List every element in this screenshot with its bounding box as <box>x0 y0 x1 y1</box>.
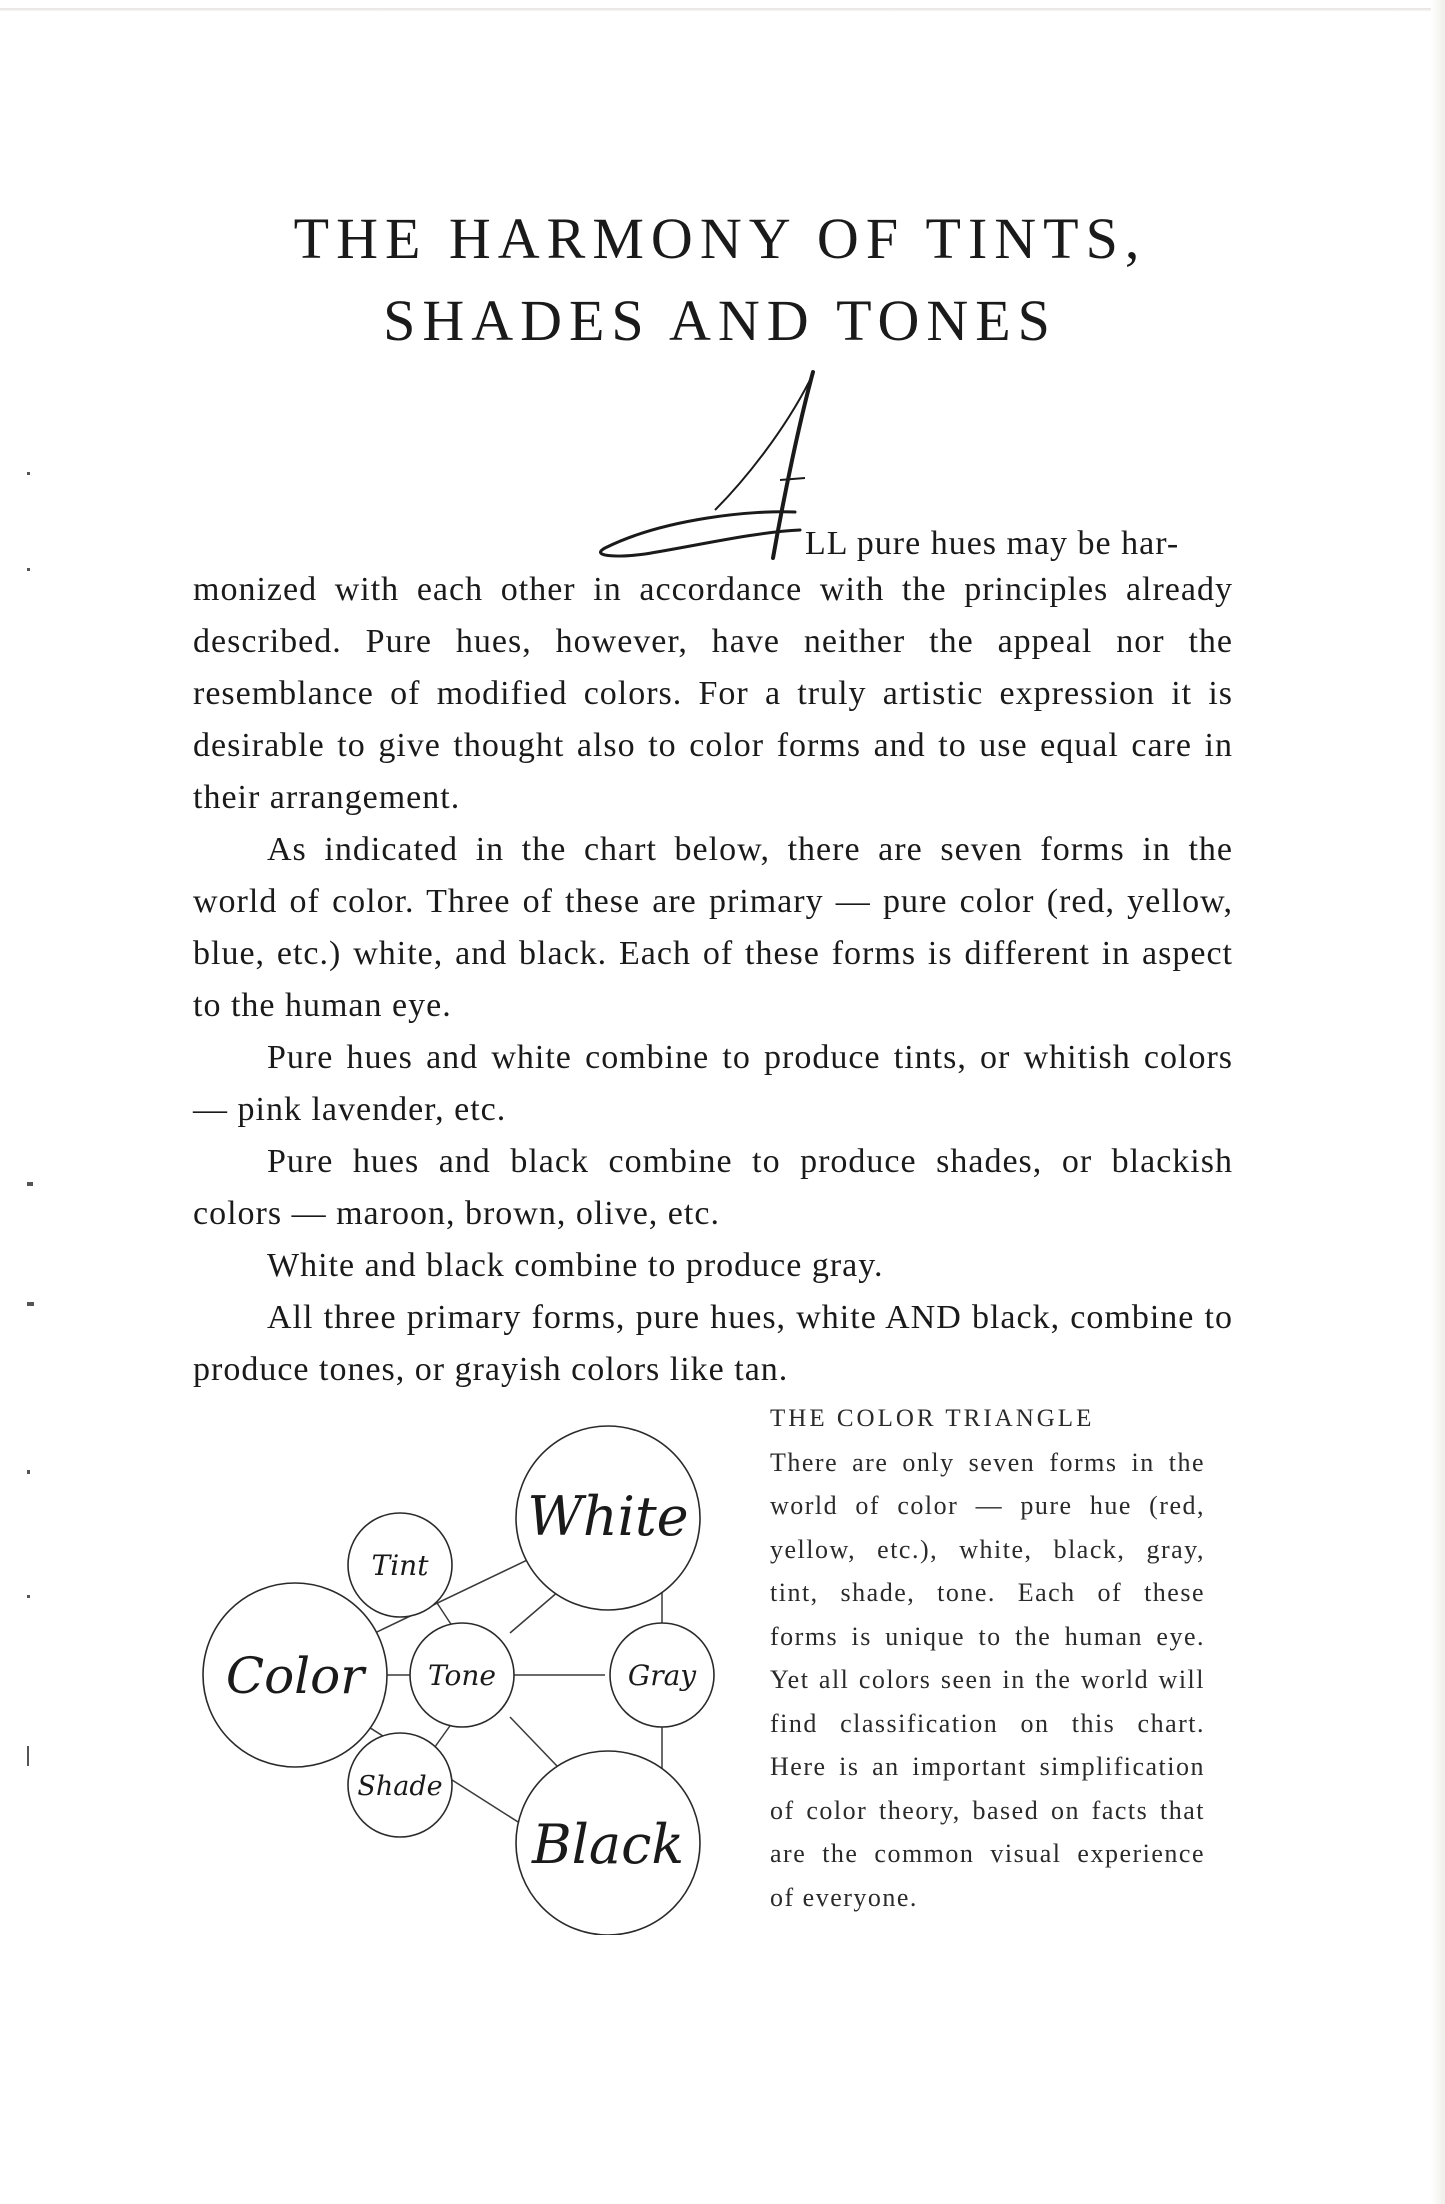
margin-mark <box>27 1595 30 1598</box>
label-color: Color <box>225 1647 365 1705</box>
margin-mark <box>27 568 30 571</box>
label-tint: Tint <box>371 1549 429 1582</box>
paragraph: Pure hues and white combine to produce tints, or whitish colors — pink lavender, etc. <box>193 1039 1233 1128</box>
page-top-edge <box>0 8 1445 11</box>
label-shade: Shade <box>357 1771 443 1802</box>
drop-cap-letter <box>585 360 815 560</box>
body-text <box>193 564 1233 1396</box>
margin-mark <box>27 1470 30 1474</box>
paragraph: As indicated in the chart below, there are seven forms in the world of color. Three of these are primary — pure color (red, yellow, blue, etc.) white, and black. Each of these forms is different in aspect to the human eye. <box>193 831 1233 1024</box>
margin-mark <box>27 1302 34 1306</box>
color-triangle-diagram <box>200 1395 740 1935</box>
page-title-line-2: SHADES AND TONES <box>383 288 1057 353</box>
page-title <box>120 198 1320 362</box>
caption-text: There are only seven forms in the world of color — pure hue (red, yellow, etc.), white, black, gray, tint, shade, tone. Each of these forms is unique to the human eye. Yet all colors seen in the world will find classification on this chart. Here is an important simplification of color theory, based on facts that are the common visual experience of everyone. <box>770 1447 1205 1912</box>
label-gray: Gray <box>627 1659 697 1692</box>
paragraph: White and black combine to produce gray. <box>267 1247 884 1284</box>
page-title-line-1: THE HARMONY OF TINTS, <box>293 206 1147 271</box>
paragraph: Pure hues and black combine to produce shades, or blackish colors — maroon, brown, olive, etc. <box>193 1143 1233 1232</box>
margin-mark <box>27 1182 33 1186</box>
label-tone: Tone <box>428 1659 496 1692</box>
caption-title: THE COLOR TRIANGLE <box>770 1405 1095 1432</box>
diagram-caption <box>770 1397 1205 1919</box>
margin-mark <box>27 1746 29 1766</box>
label-black: Black <box>531 1813 685 1876</box>
label-white: White <box>527 1485 689 1548</box>
page-right-edge <box>1431 0 1445 2204</box>
margin-mark <box>27 472 30 475</box>
intro-first-line: LL pure hues may be har- <box>805 525 1180 562</box>
paragraph: All three primary forms, pure hues, white AND black, combine to produce tones, or grayish colors like tan. <box>193 1299 1233 1388</box>
paragraph: monized with each other in accordance with the principles already described. Pure hues, however, have neither the appeal nor the resemblance of modified colors. For a truly artistic expression it is desirable to give thought also to color forms and to use equal care in their arrangement. <box>193 571 1233 816</box>
